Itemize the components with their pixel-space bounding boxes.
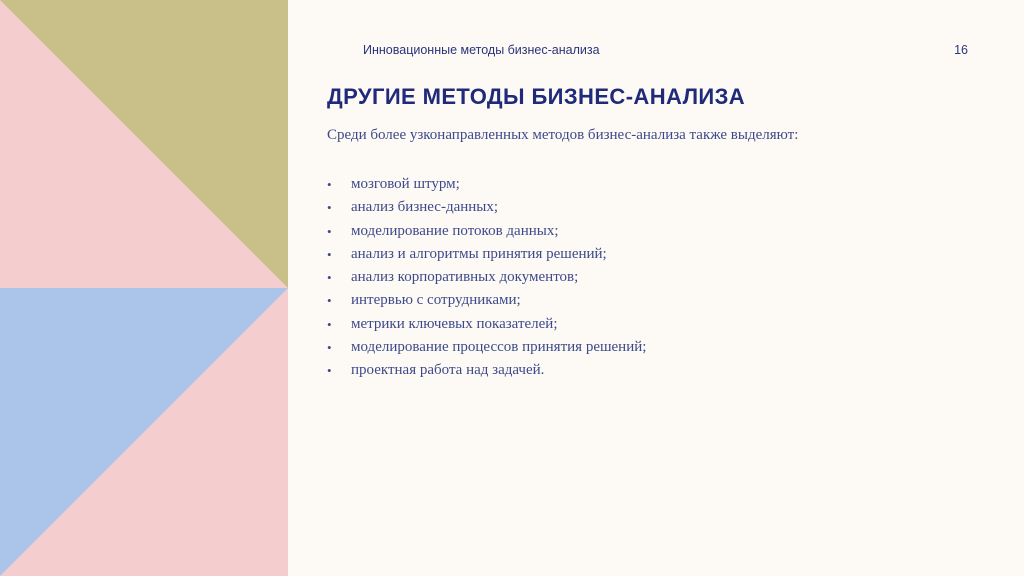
- list-item-text: проектная работа над задачей.: [351, 362, 545, 379]
- slide-number: 16: [954, 43, 968, 57]
- list-item: [327, 266, 646, 289]
- bullet-icon: •: [327, 200, 332, 216]
- bullet-icon: •: [327, 270, 332, 286]
- bullet-icon: •: [327, 223, 332, 239]
- list-item-text: анализ корпоративных документов;: [351, 269, 579, 286]
- list-item: [327, 313, 646, 336]
- list-item-text: моделирование процессов принятия решений;: [351, 339, 647, 356]
- methods-list: [327, 173, 646, 383]
- list-item-text: мозговой штурм;: [351, 176, 460, 192]
- bullet-icon: •: [327, 316, 332, 332]
- list-item-text: анализ бизнес-данных;: [351, 199, 499, 216]
- list-item-text: анализ и алгоритмы принятия решений;: [351, 245, 607, 262]
- list-item: [327, 289, 646, 312]
- bullet-icon: •: [327, 177, 332, 192]
- list-item: [327, 196, 646, 219]
- bullet-icon: •: [327, 293, 332, 309]
- list-item-text: метрики ключевых показателей;: [351, 315, 558, 332]
- list-item: [327, 173, 646, 196]
- list-item-text: интервью с сотрудниками;: [351, 292, 521, 309]
- intro-text: Среди более узконаправленных методов бизнес-анализа также выделяют:: [327, 127, 799, 143]
- list-item: [327, 336, 646, 359]
- list-item-text: моделирование потоков данных;: [351, 222, 559, 239]
- list-item: [327, 220, 646, 243]
- bullet-icon: •: [327, 340, 332, 356]
- presentation-subtitle: Инновационные методы бизнес-анализа: [363, 43, 600, 57]
- decorative-geometric-panel: [0, 0, 288, 576]
- list-item: [327, 243, 646, 266]
- slide-title: ДРУГИЕ МЕТОДЫ БИЗНЕС-АНАЛИЗА: [327, 84, 746, 109]
- bullet-icon: •: [327, 363, 332, 379]
- bullet-icon: •: [327, 246, 332, 262]
- list-item: [327, 359, 646, 382]
